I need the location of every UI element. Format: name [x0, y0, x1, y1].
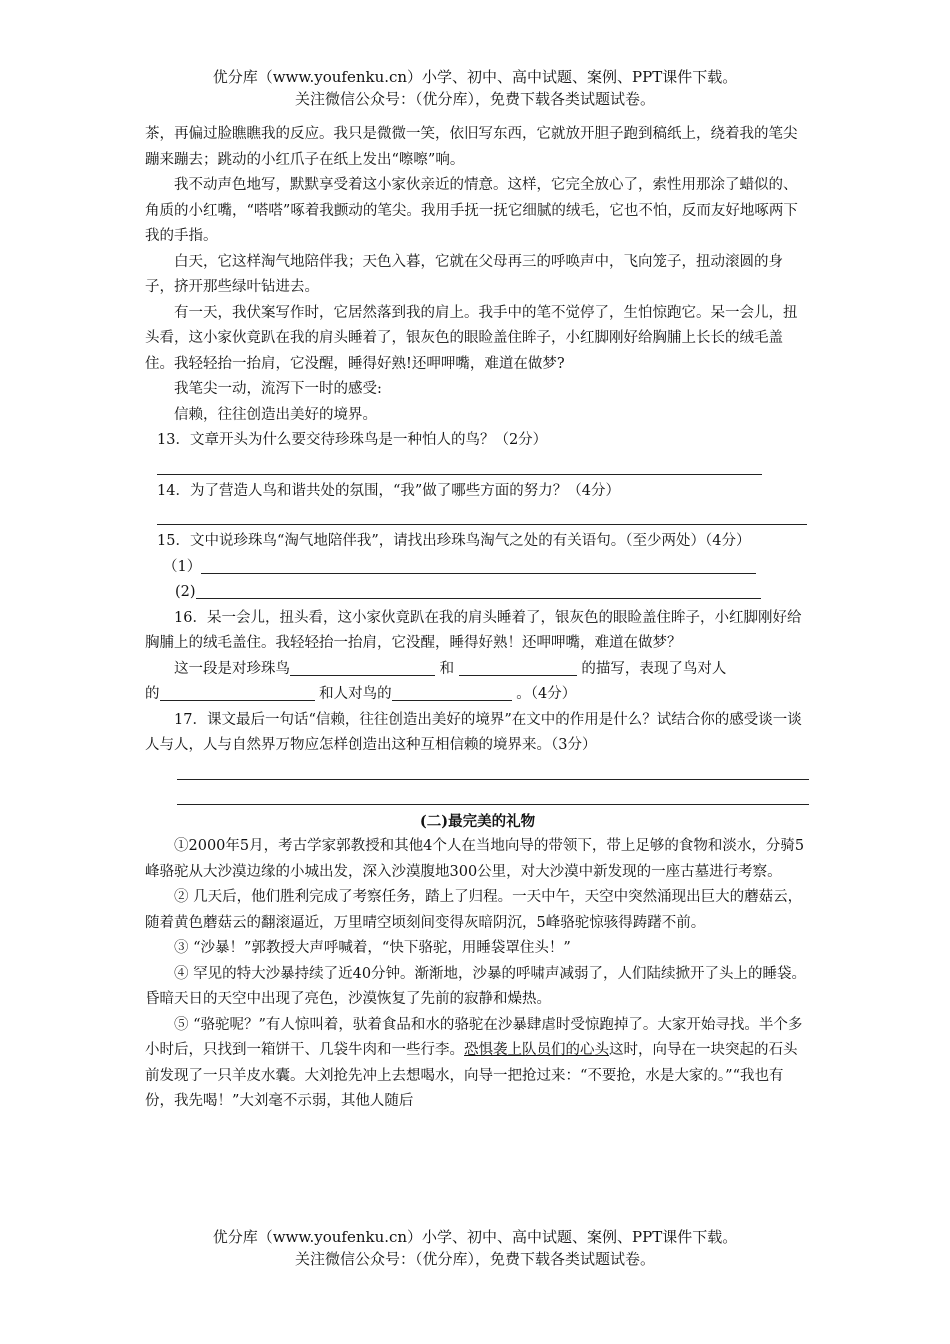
answer-line-17-1[interactable]	[177, 759, 809, 780]
question-16-fill	[145, 657, 810, 683]
answer-blank-16-2[interactable]	[459, 659, 577, 676]
answer-blank-16-1[interactable]	[290, 659, 435, 676]
p5-text-post: 这时，向导在一块突起的石头前发现了一只羊皮水囊。大刘抢先冲上去想喝水，向导一把抢过来：“不要抢，水是大家的。”“我也有份，我先喝！”大刘毫不示弱，其他人随后	[145, 1042, 798, 1109]
answer-15-1	[145, 555, 810, 581]
passage-paragraph: 信赖，往往创造出美好的境界。	[174, 406, 377, 423]
answer-blank-15-2[interactable]	[196, 582, 761, 599]
section-paragraph: ② 几天后，他们胜利完成了考察任务，踏上了归程。一天中午，天空中突然涌现出巨大的蘑菇云，随着黄色蘑菇云的翻滚逼近，万里晴空顷刻间变得灰暗阴沉，5峰骆驼惊骇得踌躇不前。	[145, 889, 803, 931]
question-13: 13．文章开头为什么要交待珍珠鸟是一种怕人的鸟？（2分）	[157, 432, 548, 448]
footer-line-1: 优分库（www.youfenku.cn）小学、初中、高中试题、案例、PPT课件下载。	[212, 1228, 738, 1246]
q16-text-d: 的	[145, 686, 160, 702]
p5-underlined-text: 恐惧袭上队员们的心头	[464, 1042, 609, 1058]
passage-paragraph: 我笔尖一动，流泻下一时的感受:	[174, 381, 382, 397]
page-footer	[0, 1226, 950, 1270]
passage-paragraph: 我不动声色地写，默默享受着这小家伙亲近的情意。这样，它完全放心了，索性用那涂了蜡似的、角质的小红嘴，“嗒嗒”啄着我颤动的笔尖。我用手抚一抚它细腻的绒毛，它也不怕，反而友好地啄两下我的手指。	[145, 177, 798, 244]
answer-blank-15-1[interactable]	[201, 557, 756, 574]
q16-text-e: 和人对鸟的	[319, 686, 392, 702]
answer-line-13[interactable]	[157, 454, 762, 475]
question-15: 15．文中说珍珠鸟“淘气地陪伴我”，请找出珍珠鸟淘气之处的有关语句。（至少两处）（4分）	[157, 533, 751, 549]
q16-text-a: 这一段是对珍珠鸟	[174, 660, 290, 677]
answer-15-2	[145, 580, 810, 606]
q16-text-f: 。（4分）	[516, 686, 577, 702]
question-16-fill-2	[145, 682, 810, 708]
answer-line-14[interactable]	[157, 504, 807, 525]
section-paragraph: ④ 罕见的特大沙暴持续了近40分钟。渐渐地，沙暴的呼啸声减弱了，人们陆续掀开了头上的睡袋。昏暗天日的天空中出现了亮色，沙漠恢复了先前的寂静和燥热。	[145, 965, 807, 1007]
header-line-2: 关注微信公众号：（优分库），免费下载各类试题试卷。	[294, 90, 655, 108]
answer-blank-16-3[interactable]	[160, 684, 315, 701]
passage-paragraph: 有一天，我伏案写作时，它居然落到我的肩上。我手中的笔不觉停了，生怕惊跑它。呆一会儿，扭头看，这小家伙竟趴在我的肩头睡着了，银灰色的眼睑盖住眸子，小红脚刚好给胸脯上长长的绒毛盖住。我轻轻抬一抬肩，它没醒，睡得好熟!还呷呷嘴，难道在做梦?	[145, 304, 798, 372]
section-paragraph: ①2000年5月，考古学家郭教授和其他4个人在当地向导的带领下，带上足够的食物和淡水，分骑5峰骆驼从大沙漠边缘的小城出发，深入沙漠腹地300公里，对大沙漠中新发现的一座古墓进行考察。	[145, 838, 805, 880]
footer-line-2: 关注微信公众号：（优分库），免费下载各类试题试卷。	[294, 1250, 655, 1268]
q16-text-b: 和	[439, 660, 455, 677]
section-paragraph-5	[145, 1013, 810, 1115]
question-14: 14．为了营造人鸟和谐共处的氛围，“我”做了哪些方面的努力？（4分）	[157, 482, 620, 499]
section-paragraph: ③ “沙暴！”郭教授大声呼喊着，“快下骆驼，用睡袋罩住头！”	[174, 940, 571, 956]
passage-paragraph: 白天，它这样淘气地陪伴我；天色入暮，它就在父母再三的呼唤声中，飞向笼子，扭动滚圆的身子，挤开那些绿叶钻进去。	[145, 253, 783, 295]
passage-paragraph: 茶，再偏过脸瞧瞧我的反应。我只是微微一笑，依旧写东西，它就放开胆子跑到稿纸上，绕着我的笔尖蹦来蹦去；跳动的小红爪子在纸上发出“嚓嚓”响。	[145, 126, 798, 168]
answer-15-1-label: （1）	[163, 558, 202, 575]
q16-text-c: 的描写，表现了鸟对人	[581, 660, 727, 677]
question-16: 16．呆一会儿，扭头看，这小家伙竟趴在我的肩头睡着了，银灰色的眼睑盖住眸子，小红脚刚好给胸脯上的绒毛盖住。我轻轻抬一抬肩，它没醒，睡得好熟！还呷呷嘴，难道在做梦？	[145, 609, 802, 651]
answer-15-2-label: (2)	[175, 584, 196, 600]
section-title: (二)最完美的礼物	[419, 812, 536, 830]
answer-line-17-2[interactable]	[177, 784, 809, 805]
page-header	[0, 66, 950, 110]
question-17: 17．课文最后一句话“信赖，往往创造出美好的境界”在文中的作用是什么？试结合你的感受谈一谈人与人，人与自然界万物应怎样创造出这种互相信赖的境界来。（3分）	[145, 711, 802, 753]
document-body	[145, 122, 810, 1115]
header-line-1: 优分库（www.youfenku.cn）小学、初中、高中试题、案例、PPT课件下载。	[212, 68, 738, 86]
answer-blank-16-4[interactable]	[392, 684, 512, 701]
p5-text-pre: ⑤ “骆驼呢？”有人惊叫着，驮着食品和水的骆驼在沙暴肆虐时受惊跑掉了。大家开始寻找。半个多小时后，只找到一箱饼干、几袋牛肉和一些行李。	[145, 1016, 803, 1058]
